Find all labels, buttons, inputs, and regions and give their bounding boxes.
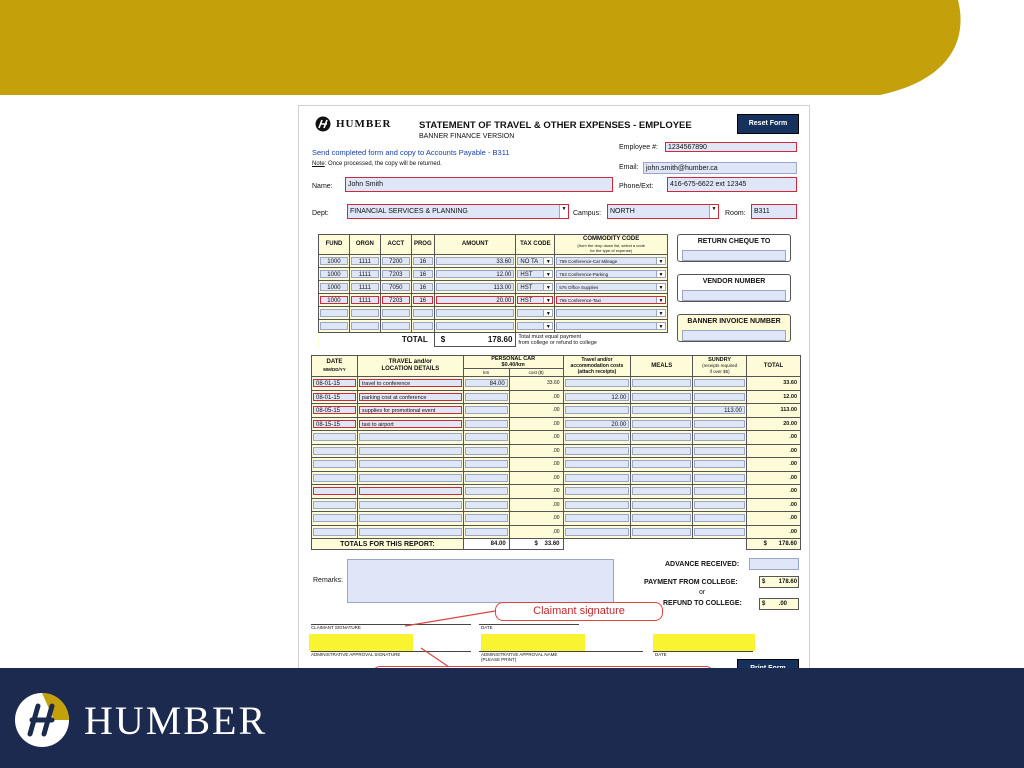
travel-detail-cell[interactable]: parking cost at conference [359, 393, 462, 401]
chevron-down-icon: ▼ [656, 271, 665, 277]
orgn-cell[interactable]: 1111 [351, 296, 379, 304]
acct-cell[interactable]: 7203 [382, 296, 410, 304]
employee-number-field[interactable]: 1234567890 [665, 142, 797, 152]
row-total-cell: 20.00 [783, 420, 797, 427]
row-total-cell: .00 [789, 447, 797, 454]
row-total-cell: .00 [789, 515, 797, 522]
phone-label: Phone/Ext: [619, 183, 654, 190]
totals-km: 84.00 [463, 539, 509, 550]
fund-cell[interactable]: 1000 [320, 283, 348, 291]
claimant-signature-callout: Claimant signature [495, 602, 663, 621]
grand-total: $ 178.60 [747, 539, 801, 550]
prog-cell[interactable]: 16 [413, 270, 433, 278]
car-cost-cell: .00 [552, 528, 560, 535]
commodity-code-select[interactable]: 759 Conference-Car Mileage ▼ [556, 257, 666, 265]
acct-cell[interactable]: 7203 [382, 270, 410, 278]
form-title: STATEMENT OF TRAVEL & OTHER EXPENSES - EMPLOYEE [419, 120, 692, 131]
fund-header: FUND [319, 235, 350, 255]
car-cost-cell: .00 [552, 474, 560, 481]
reset-form-button[interactable]: Reset Form [737, 114, 799, 134]
refund-value: $ .00 [759, 598, 799, 610]
row-total-cell: 12.00 [783, 393, 797, 400]
total-label: TOTAL [319, 333, 435, 347]
form-subtitle: BANNER FINANCE VERSION [419, 133, 515, 140]
tax-code-header: TAX CODE [516, 235, 555, 255]
orgn-cell[interactable]: 1111 [351, 270, 379, 278]
email-label: Email: [619, 164, 639, 171]
car-cost-cell: .00 [552, 501, 560, 508]
acct-cell[interactable]: 7200 [382, 257, 410, 265]
car-cost-cell: .00 [552, 447, 560, 454]
car-cost-cell: 33.60 [547, 380, 560, 387]
chevron-down-icon: ▼ [656, 284, 665, 290]
name-label: Name: [312, 183, 333, 190]
prog-cell[interactable]: 16 [413, 283, 433, 291]
refund-label: REFUND TO COLLEGE: [663, 600, 742, 607]
payment-value: $ 178.60 [759, 576, 799, 588]
row-total-cell: 113.00 [780, 407, 797, 414]
acct-cell[interactable]: 7050 [382, 283, 410, 291]
cost-header: cost ($) [509, 369, 563, 377]
travel-header: TRAVEL and/or LOCATION DETAILS [357, 356, 463, 377]
campus-select[interactable]: NORTH ▼ [607, 204, 719, 219]
phone-field[interactable]: 416-675-6622 ext 12345 [667, 177, 797, 192]
car-cost-cell: .00 [552, 515, 560, 522]
accommodation-cell[interactable]: 20.00 [565, 420, 630, 428]
room-label: Room: [725, 210, 746, 217]
car-cost-cell: .00 [552, 488, 560, 495]
admin-signature-label: ADMINISTRATIVE APPROVAL SIGNATURE [311, 652, 401, 657]
row-total-cell: .00 [789, 434, 797, 441]
km-header: km [463, 369, 509, 377]
prog-header: PROG [411, 235, 434, 255]
or-label: or [699, 589, 706, 596]
humber-logo-icon [14, 692, 70, 748]
banner-invoice-box: BANNER INVOICE NUMBER [677, 314, 791, 342]
totals-cost: $ 33.60 [509, 539, 563, 550]
commodity-code-select[interactable]: 763 Conference-Parking ▼ [556, 270, 666, 278]
logo-text: HUMBER [336, 118, 392, 130]
total-note: Total must equal payment from college or refund to college [516, 333, 668, 347]
sundry-header: SUNDRY (receipts required if over $5) [693, 356, 747, 377]
total-amount: $ 178.60 [434, 333, 516, 347]
remarks-label: Remarks: [313, 577, 343, 584]
row-total-cell: .00 [789, 501, 797, 508]
sundry-cell[interactable]: 113.00 [694, 406, 745, 414]
row-total-cell: 33.60 [783, 380, 797, 387]
date-header: DATE MM/DD/YY [312, 356, 358, 377]
footer-brand [14, 692, 267, 748]
claimant-signature-label: CLAIMANT SIGNATURE [311, 625, 361, 630]
date-cell[interactable]: 08-01-15 [313, 393, 356, 401]
orgn-cell[interactable]: 1111 [351, 283, 379, 291]
commodity-code-header: COMMODITY CODE (from the drop down list, select a code for the type of expense) [555, 235, 668, 255]
commodity-code-select[interactable]: 765 Conference-Taxi ▼ [556, 296, 666, 304]
campus-label: Campus: [573, 210, 602, 217]
chevron-down-icon: ▼ [656, 258, 665, 264]
date-cell[interactable]: 08-15-15 [313, 420, 356, 428]
dept-label: Dept: [312, 210, 329, 217]
acct-header: ACCT [380, 235, 411, 255]
name-field[interactable]: John Smith [345, 177, 613, 192]
dept-select[interactable]: FINANCIAL SERVICES & PLANNING ▼ [347, 204, 569, 219]
tax-code-select[interactable]: HST ▼ [517, 283, 553, 291]
payment-label: PAYMENT FROM COLLEGE: [644, 579, 738, 586]
car-cost-cell: .00 [552, 407, 560, 414]
chevron-down-icon: ▼ [656, 297, 665, 303]
fund-cell[interactable]: 1000 [320, 257, 348, 265]
prog-cell[interactable]: 16 [413, 257, 433, 265]
totals-label: TOTALS FOR THIS REPORT: [312, 539, 464, 550]
email-field[interactable]: john.smith@humber.ca [643, 162, 797, 174]
tax-code-select[interactable]: HST ▼ [517, 296, 553, 304]
chevron-down-icon: ▼ [656, 310, 665, 316]
row-total-cell: .00 [789, 488, 797, 495]
prog-cell[interactable]: 16 [413, 296, 433, 304]
accommodation-cell[interactable]: 12.00 [565, 393, 630, 401]
car-cost-cell: .00 [552, 420, 560, 427]
fund-cell[interactable]: 1000 [320, 270, 348, 278]
chevron-down-icon: ▼ [709, 205, 718, 218]
date-cell[interactable]: 08-05-15 [313, 406, 356, 414]
chevron-down-icon: ▼ [559, 205, 568, 218]
tax-code-select[interactable]: HST ▼ [517, 270, 553, 278]
expense-form [298, 105, 810, 687]
car-cost-cell: .00 [552, 434, 560, 441]
employee-label: Employee #: [619, 144, 658, 151]
accommodation-header: Travel and/or accommodation costs (attach receipts) [563, 356, 631, 377]
travel-detail-cell[interactable]: supplies for promotional event [359, 406, 462, 414]
footer-wordmark: HUMBER [84, 697, 268, 743]
date-label: DATE [481, 625, 493, 630]
date-cell[interactable]: 08-01-15 [313, 379, 356, 387]
total-header: TOTAL [747, 356, 801, 377]
callout-arrows [299, 106, 810, 687]
send-note: Send completed form and copy to Accounts Payable - B311 [312, 148, 510, 157]
km-cell[interactable]: 84.00 [465, 379, 508, 387]
row-total-cell: .00 [789, 474, 797, 481]
amount-cell[interactable]: 20.00 [436, 296, 515, 304]
admin-name-label: ADMINISTRATIVE APPROVAL NAME (PLEASE PRINT) [481, 652, 558, 662]
chevron-down-icon: ▼ [543, 271, 552, 277]
orgn-cell[interactable]: 1111 [351, 257, 379, 265]
chevron-down-icon: ▼ [543, 258, 552, 264]
amount-header: AMOUNT [434, 235, 516, 255]
meals-header: MEALS [631, 356, 693, 377]
row-total-cell: .00 [789, 528, 797, 535]
amount-cell[interactable]: 33.60 [436, 257, 515, 265]
return-cheque-box: RETURN CHEQUE TO [677, 234, 791, 262]
vendor-number-box: VENDOR NUMBER [677, 274, 791, 302]
fund-cell[interactable]: 1000 [320, 296, 348, 304]
chevron-down-icon: ▼ [543, 310, 552, 316]
processing-note: Note: Once processed, the copy will be returned. [312, 161, 442, 167]
advance-label: ADVANCE RECEIVED: [665, 561, 740, 568]
date-label-2: DATE [655, 652, 667, 657]
room-field[interactable]: B311 [751, 204, 797, 219]
row-total-cell: .00 [789, 461, 797, 468]
travel-detail-cell[interactable]: taxi to airport [359, 420, 462, 428]
tax-code-select[interactable]: NO TA ▼ [517, 257, 553, 265]
travel-detail-cell[interactable]: travel to conference [359, 379, 462, 387]
car-cost-cell: .00 [552, 393, 560, 400]
personal-car-header: PERSONAL CAR $0.40/km [463, 356, 563, 369]
chevron-down-icon: ▼ [543, 323, 552, 329]
amount-cell[interactable]: 113.00 [436, 283, 515, 291]
chevron-down-icon: ▼ [543, 297, 552, 303]
orgn-header: ORGN [349, 235, 380, 255]
car-cost-cell: .00 [552, 461, 560, 468]
amount-cell[interactable]: 12.00 [436, 270, 515, 278]
chevron-down-icon: ▼ [543, 284, 552, 290]
commodity-code-select[interactable]: 576 Office Supplies ▼ [556, 283, 666, 291]
chevron-down-icon: ▼ [656, 323, 665, 329]
header-gold-band [0, 0, 1024, 95]
